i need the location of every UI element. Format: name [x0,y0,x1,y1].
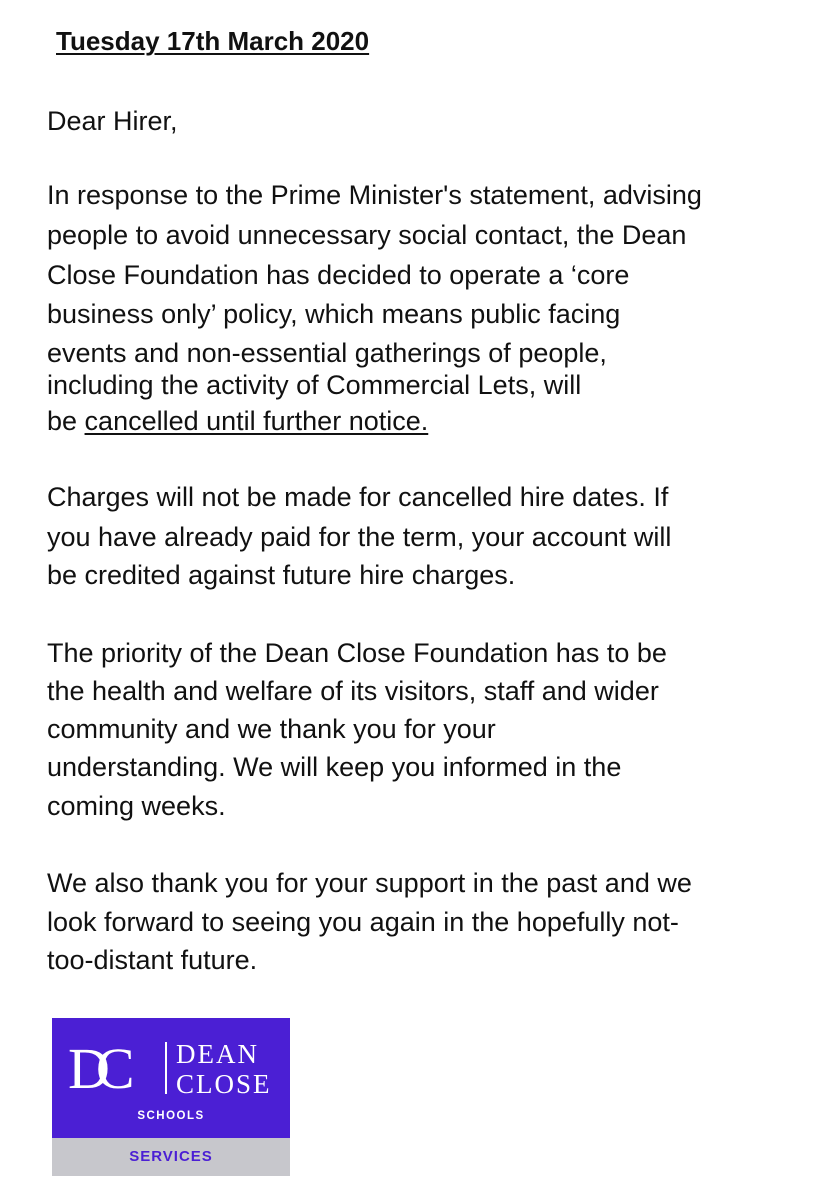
paragraph-line: be credited against future hire charges. [47,560,516,590]
cancellation-notice: cancelled until further notice. [84,406,429,436]
logo-subtitle: SCHOOLS [137,1110,205,1122]
paragraph-line: understanding. We will keep you informed in the [47,752,622,782]
paragraph-line: people to avoid unnecessary social contact, the Dean [47,220,687,250]
paragraph-line: community and we thank you for your [47,714,496,744]
line-prefix: be [47,406,85,436]
paragraph-line: too-distant future. [47,945,258,975]
logo-monogram: DC [68,1036,121,1101]
paragraph-line: We also thank you for your support in the past and we [47,868,692,898]
paragraph-line: including the activity of Commercial Lets, will [47,370,582,400]
paragraph-line: Charges will not be made for cancelled hire dates. If [47,482,669,512]
paragraph-line: you have already paid for the term, your account will [47,522,672,552]
logo-divider [165,1042,167,1094]
logo-name-line1: DEAN [176,1039,259,1069]
paragraph-line: the health and welfare of its visitors, staff and wider [47,676,659,706]
paragraph-line: coming weeks. [47,791,226,821]
greeting: Dear Hirer, [47,106,178,136]
paragraph-line: business only’ policy, which means public facing [47,299,621,329]
paragraph-line: In response to the Prime Minister's statement, advising [47,180,702,210]
dean-close-logo [52,1018,290,1176]
paragraph-line [47,404,428,438]
paragraph-line: The priority of the Dean Close Foundation has to be [47,638,667,668]
logo-name-line2: CLOSE [176,1069,272,1099]
logo-division: SERVICES [129,1148,213,1165]
letter-date: Tuesday 17th March 2020 [56,26,370,56]
paragraph-line: Close Foundation has decided to operate a ‘core [47,260,630,290]
paragraph-line: look forward to seeing you again in the hopefully not- [47,907,679,937]
paragraph-line: events and non-essential gatherings of people, [47,338,607,368]
